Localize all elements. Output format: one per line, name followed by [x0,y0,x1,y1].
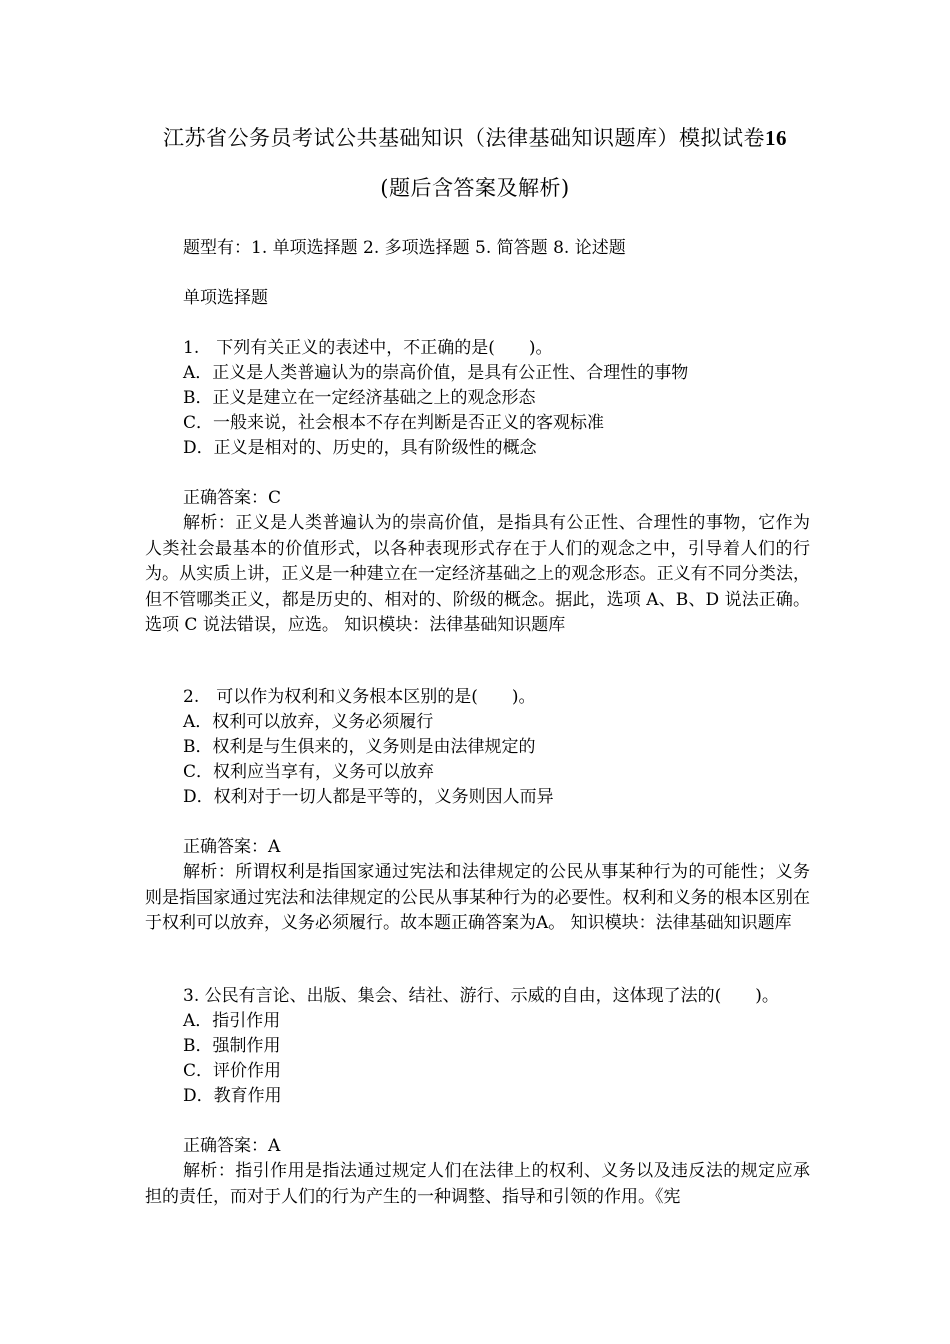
question-2-option-d: D．权利对于一切人都是平等的，义务则因人而异 [183,787,554,807]
question-1-option-a: A．正义是人类普遍认为的崇高价值，是具有公正性、合理性的事物 [183,363,689,383]
question-types-summary: 题型有：1. 单项选择题 2. 多项选择题 5. 简答题 8. 论述题 [183,238,626,258]
question-2-analysis: 解析：所谓权利是指国家通过宪法和法律规定的公民从事某种行为的可能性；义务则是指国家通过宪法和法律规定的公民从事某种行为的必要性。权利和义务的根本区别在于权利可以放弃，义务必须履行。故本题正确答案为A。 知识模块：法律基础知识题库 [145,862,810,933]
title-number: 16 [765,126,787,150]
question-3-analysis: 解析：指引作用是指法通过规定人们在法律上的权利、义务以及违反法的规定应承担的责任，而对于人们的行为产生的一种调整、指导和引领的作用。《宪 [145,1161,810,1207]
question-3-option-d: D．教育作用 [183,1086,282,1106]
title-text: 江苏省公务员考试公共基础知识（法律基础知识题库）模拟试卷 [163,126,765,150]
question-1-option-c: C．一般来说，社会根本不存在判断是否正义的客观标准 [183,413,605,433]
section-heading: 单项选择题 [183,288,268,308]
question-3-stem: 3. 公民有言论、出版、集会、结社、游行、示威的自由，这体现了法的( )。 [183,986,779,1006]
question-1-option-b: B．正义是建立在一定经济基础之上的观念形态 [183,388,536,408]
document-title-line-1 [0,122,950,152]
question-3-option-a: A．指引作用 [183,1011,281,1031]
question-3-option-b: B．强制作用 [183,1036,281,1056]
question-2-answer: 正确答案：A [183,837,281,857]
question-1-analysis: 解析：正义是人类普遍认为的崇高价值，是指具有公正性、合理性的事物，它作为人类社会最基本的价值形式，以各种表现形式存在于人们的观念之中，引导着人们的行为。从实质上讲，正义是一种建立在一定经济基础之上的观念形态。正义有不同分类法，但不管哪类正义，都是历史的、相对的、阶级的概念。据此，选项 A、B、D 说法正确。选项 C 说法错误，应选。 知识模块：法律基础知识题库 [145,513,810,635]
document-title-line-2: (题后含答案及解析) [380,176,570,200]
question-2-option-c: C．权利应当享有，义务可以放弃 [183,762,435,782]
question-3-option-c: C．评价作用 [183,1061,282,1081]
question-1-stem: 1. 下列有关正义的表述中，不正确的是( )。 [183,338,553,358]
question-1-answer: 正确答案：C [183,488,282,508]
question-2-stem: 2. 可以作为权利和义务根本区别的是( )。 [183,687,536,707]
question-1-option-d: D．正义是相对的、历史的，具有阶级性的概念 [183,438,537,458]
question-2-option-a: A．权利可以放弃，义务必须履行 [183,712,434,732]
question-3-answer: 正确答案：A [183,1136,281,1156]
question-2-option-b: B．权利是与生俱来的，义务则是由法律规定的 [183,737,536,757]
